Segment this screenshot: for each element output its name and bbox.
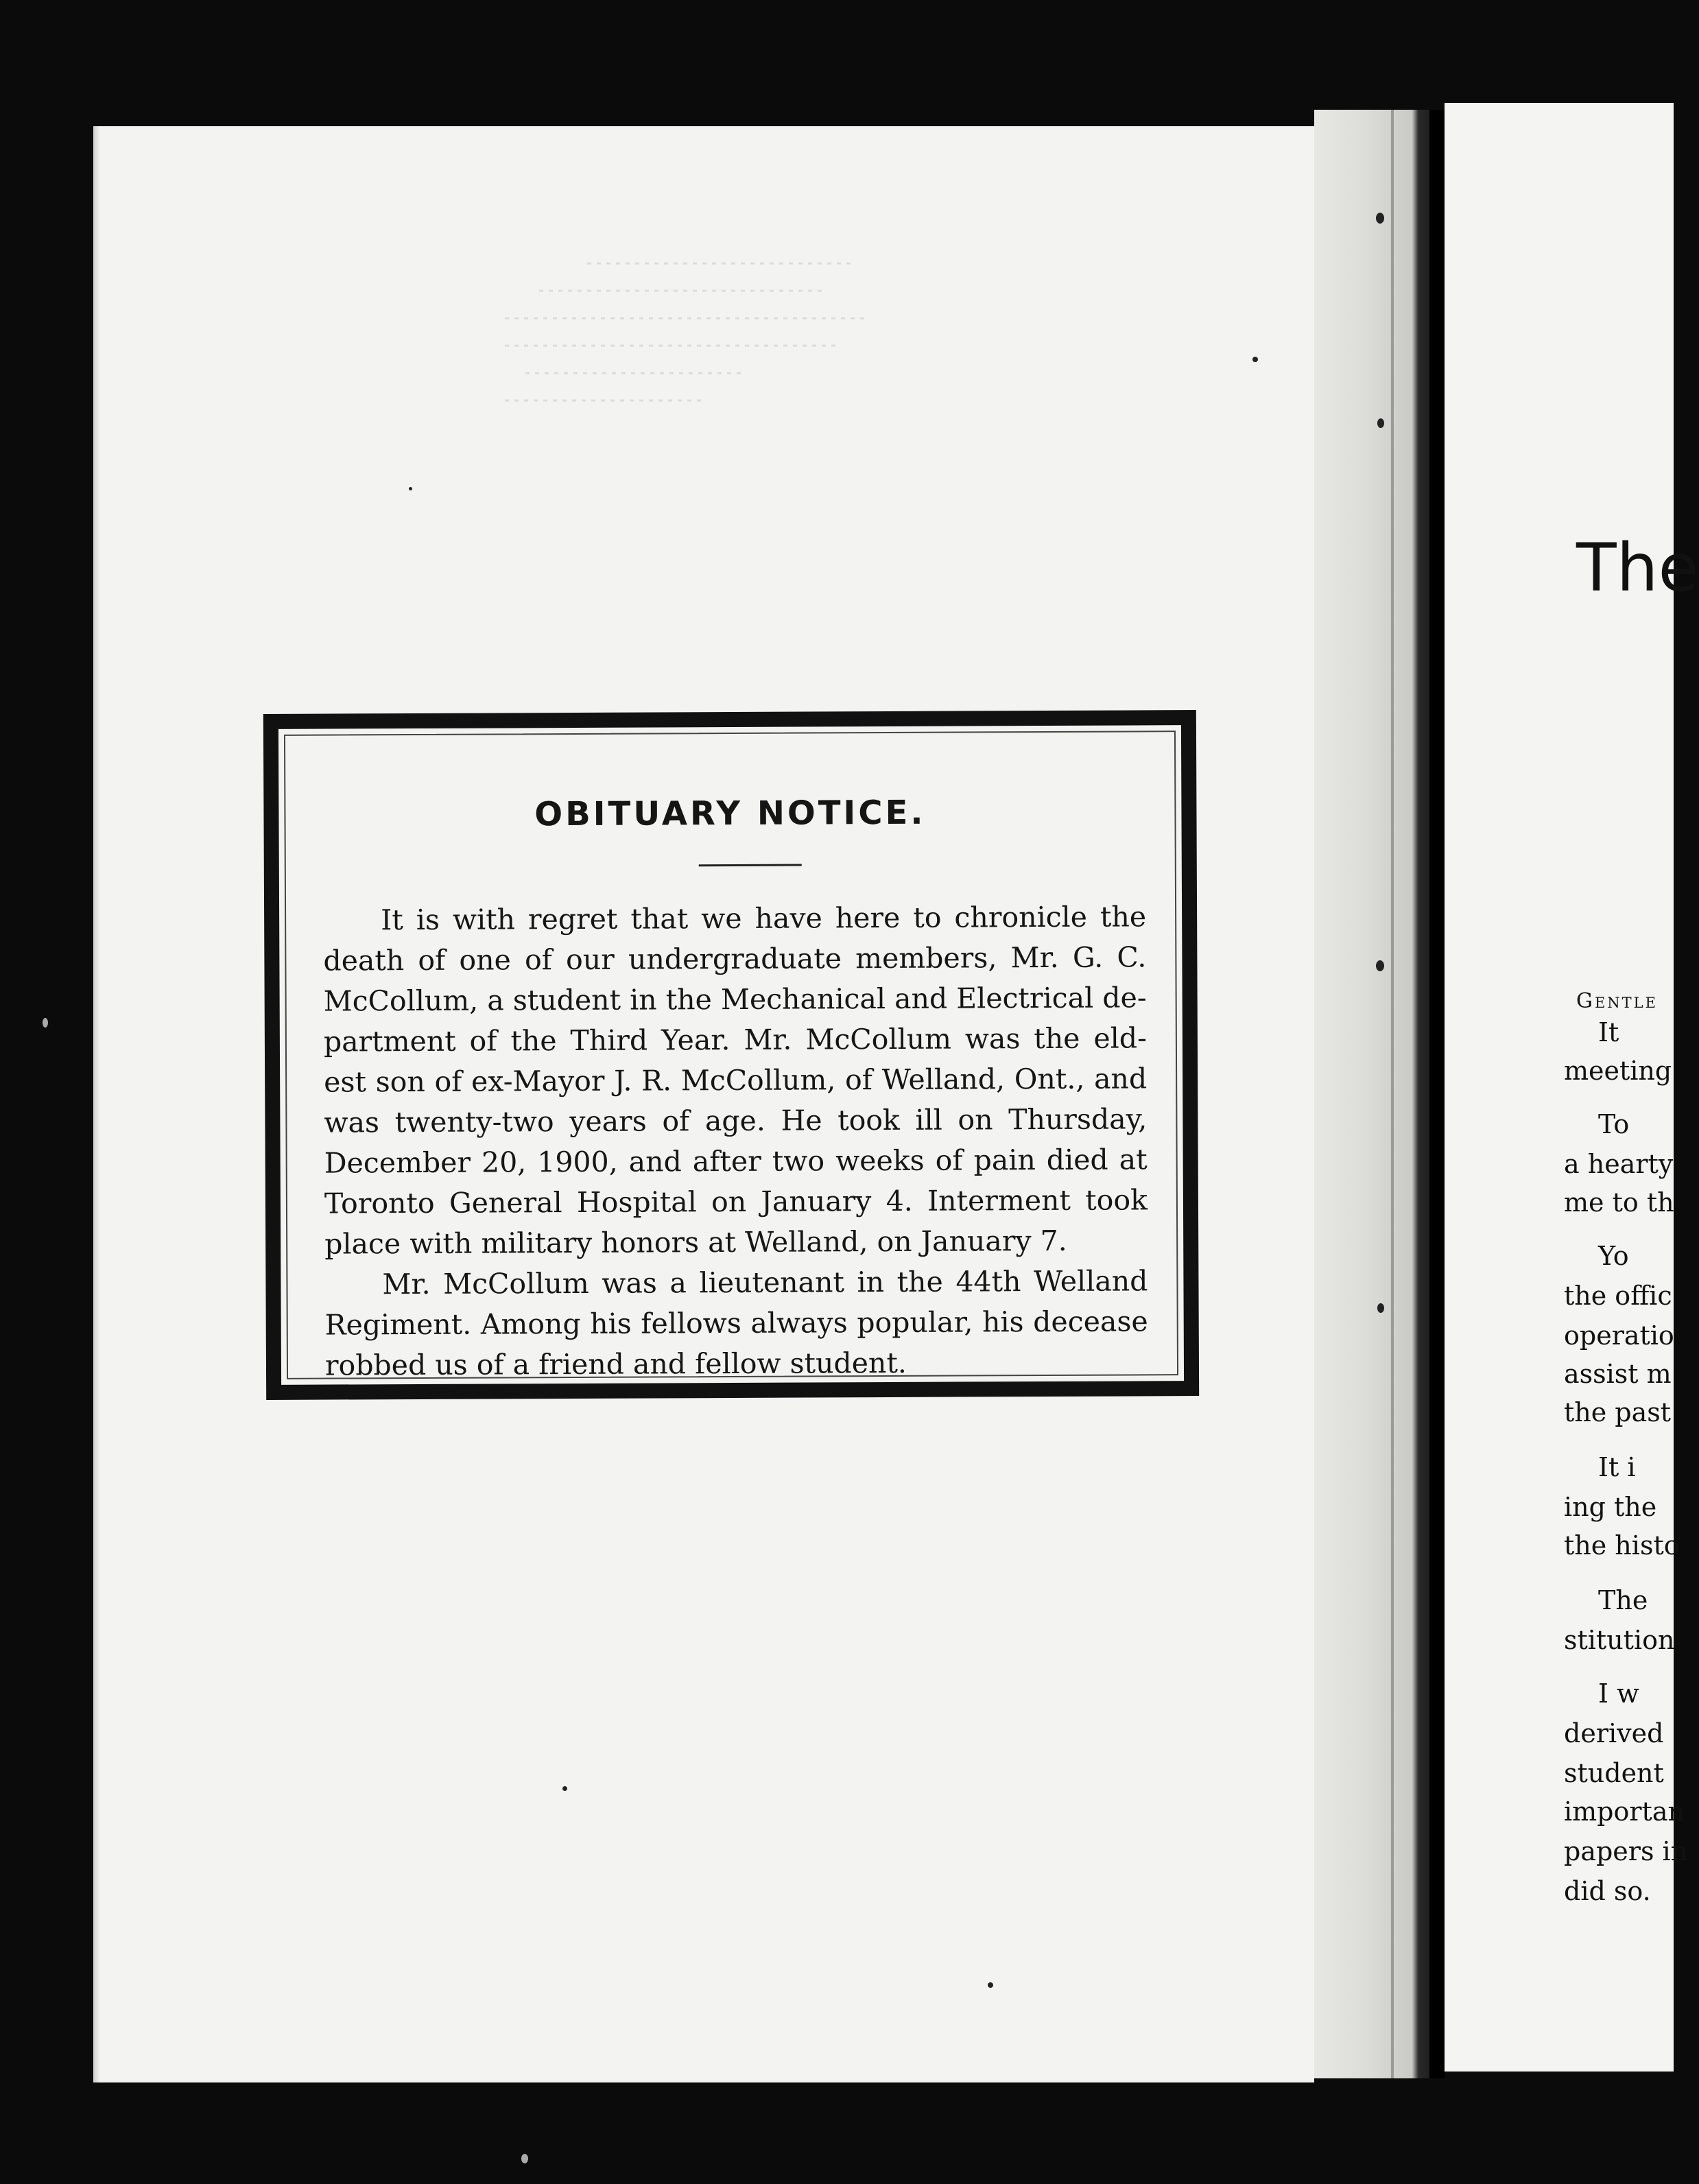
- obituary-line: Toronto General Hospital on January 4. Interment took: [324, 1183, 1148, 1220]
- right-page-line: student: [1564, 1758, 1664, 1788]
- right-page-line: assist m: [1564, 1359, 1672, 1389]
- obituary-line: death of one of our undergraduate members, Mr. G. C.: [323, 940, 1147, 977]
- right-page-line: a hearty: [1564, 1149, 1674, 1179]
- speck: [521, 2154, 528, 2163]
- spine-shadow: [1429, 110, 1445, 2078]
- right-page-line: The: [1598, 1585, 1648, 1615]
- show-through-svg: [498, 257, 882, 435]
- obituary-line: was twenty-two years of age. He took ill on Thursday,: [324, 1102, 1148, 1139]
- right-page-line: did so.: [1564, 1876, 1651, 1906]
- speck: [1376, 960, 1384, 971]
- right-page-heading: The: [1576, 530, 1699, 606]
- obituary-line: December 20, 1900, and after two weeks of pain died at: [324, 1143, 1148, 1180]
- right-page-salutation: Gentle: [1576, 989, 1658, 1013]
- right-page-line: the histo: [1564, 1530, 1680, 1560]
- obituary-line: partment of the Third Year. Mr. McCollum was the eld-: [323, 1021, 1148, 1058]
- obituary-line: robbed us of a friend and fellow student.: [324, 1346, 907, 1382]
- right-page-line: It i: [1598, 1452, 1636, 1482]
- page-edge-shadow: [93, 126, 100, 2082]
- show-through-marks: [498, 257, 882, 435]
- right-page-line: operatio: [1564, 1320, 1674, 1351]
- obituary-line: place with military honors at Welland, on January 7.: [324, 1224, 1067, 1261]
- obituary-line: Regiment. Among his fellows always popular, his decease: [324, 1305, 1148, 1342]
- right-page: [1445, 103, 1699, 2072]
- right-page-line: the past: [1564, 1397, 1672, 1427]
- obituary-line: It is with regret that we have here to chronicle the: [381, 900, 1147, 937]
- obituary-line: McCollum, a student in the Mechanical and Electrical de-: [323, 981, 1147, 1018]
- obituary-notice-frame: [263, 710, 1199, 1400]
- right-page-line: ing the: [1564, 1492, 1657, 1522]
- speck: [562, 1786, 567, 1791]
- right-page-line: derived: [1564, 1718, 1664, 1748]
- speck: [43, 1018, 48, 1028]
- obituary-line: est son of ex-Mayor J. R. McCollum, of Welland, Ont., and: [324, 1062, 1148, 1099]
- right-page-line: stitution: [1564, 1625, 1675, 1655]
- obituary-line: Mr. McCollum was a lieutenant in the 44th Welland: [382, 1264, 1148, 1301]
- gutter-seam: [1391, 110, 1394, 2078]
- speck: [1377, 1303, 1384, 1313]
- right-page-line: papers in: [1564, 1836, 1688, 1866]
- speck: [1252, 357, 1258, 362]
- speck: [988, 1982, 993, 1988]
- right-page-line: importan: [1564, 1796, 1685, 1827]
- book-gutter: [1314, 110, 1445, 2078]
- speck: [1376, 213, 1384, 224]
- right-page-line: meeting: [1564, 1056, 1672, 1086]
- speck: [1377, 418, 1384, 428]
- right-page-line: me to th: [1564, 1187, 1674, 1218]
- obituary-body: [323, 897, 1148, 1386]
- obituary-title: OBITUARY NOTICE.: [534, 793, 926, 834]
- speck: [409, 487, 412, 490]
- right-page-line: Yo: [1598, 1241, 1629, 1271]
- right-page-line: I w: [1598, 1678, 1639, 1709]
- right-page-line: To: [1598, 1109, 1630, 1139]
- right-page-line: It: [1598, 1017, 1619, 1047]
- right-page-line: the offic: [1564, 1281, 1672, 1311]
- title-rule: [699, 864, 802, 867]
